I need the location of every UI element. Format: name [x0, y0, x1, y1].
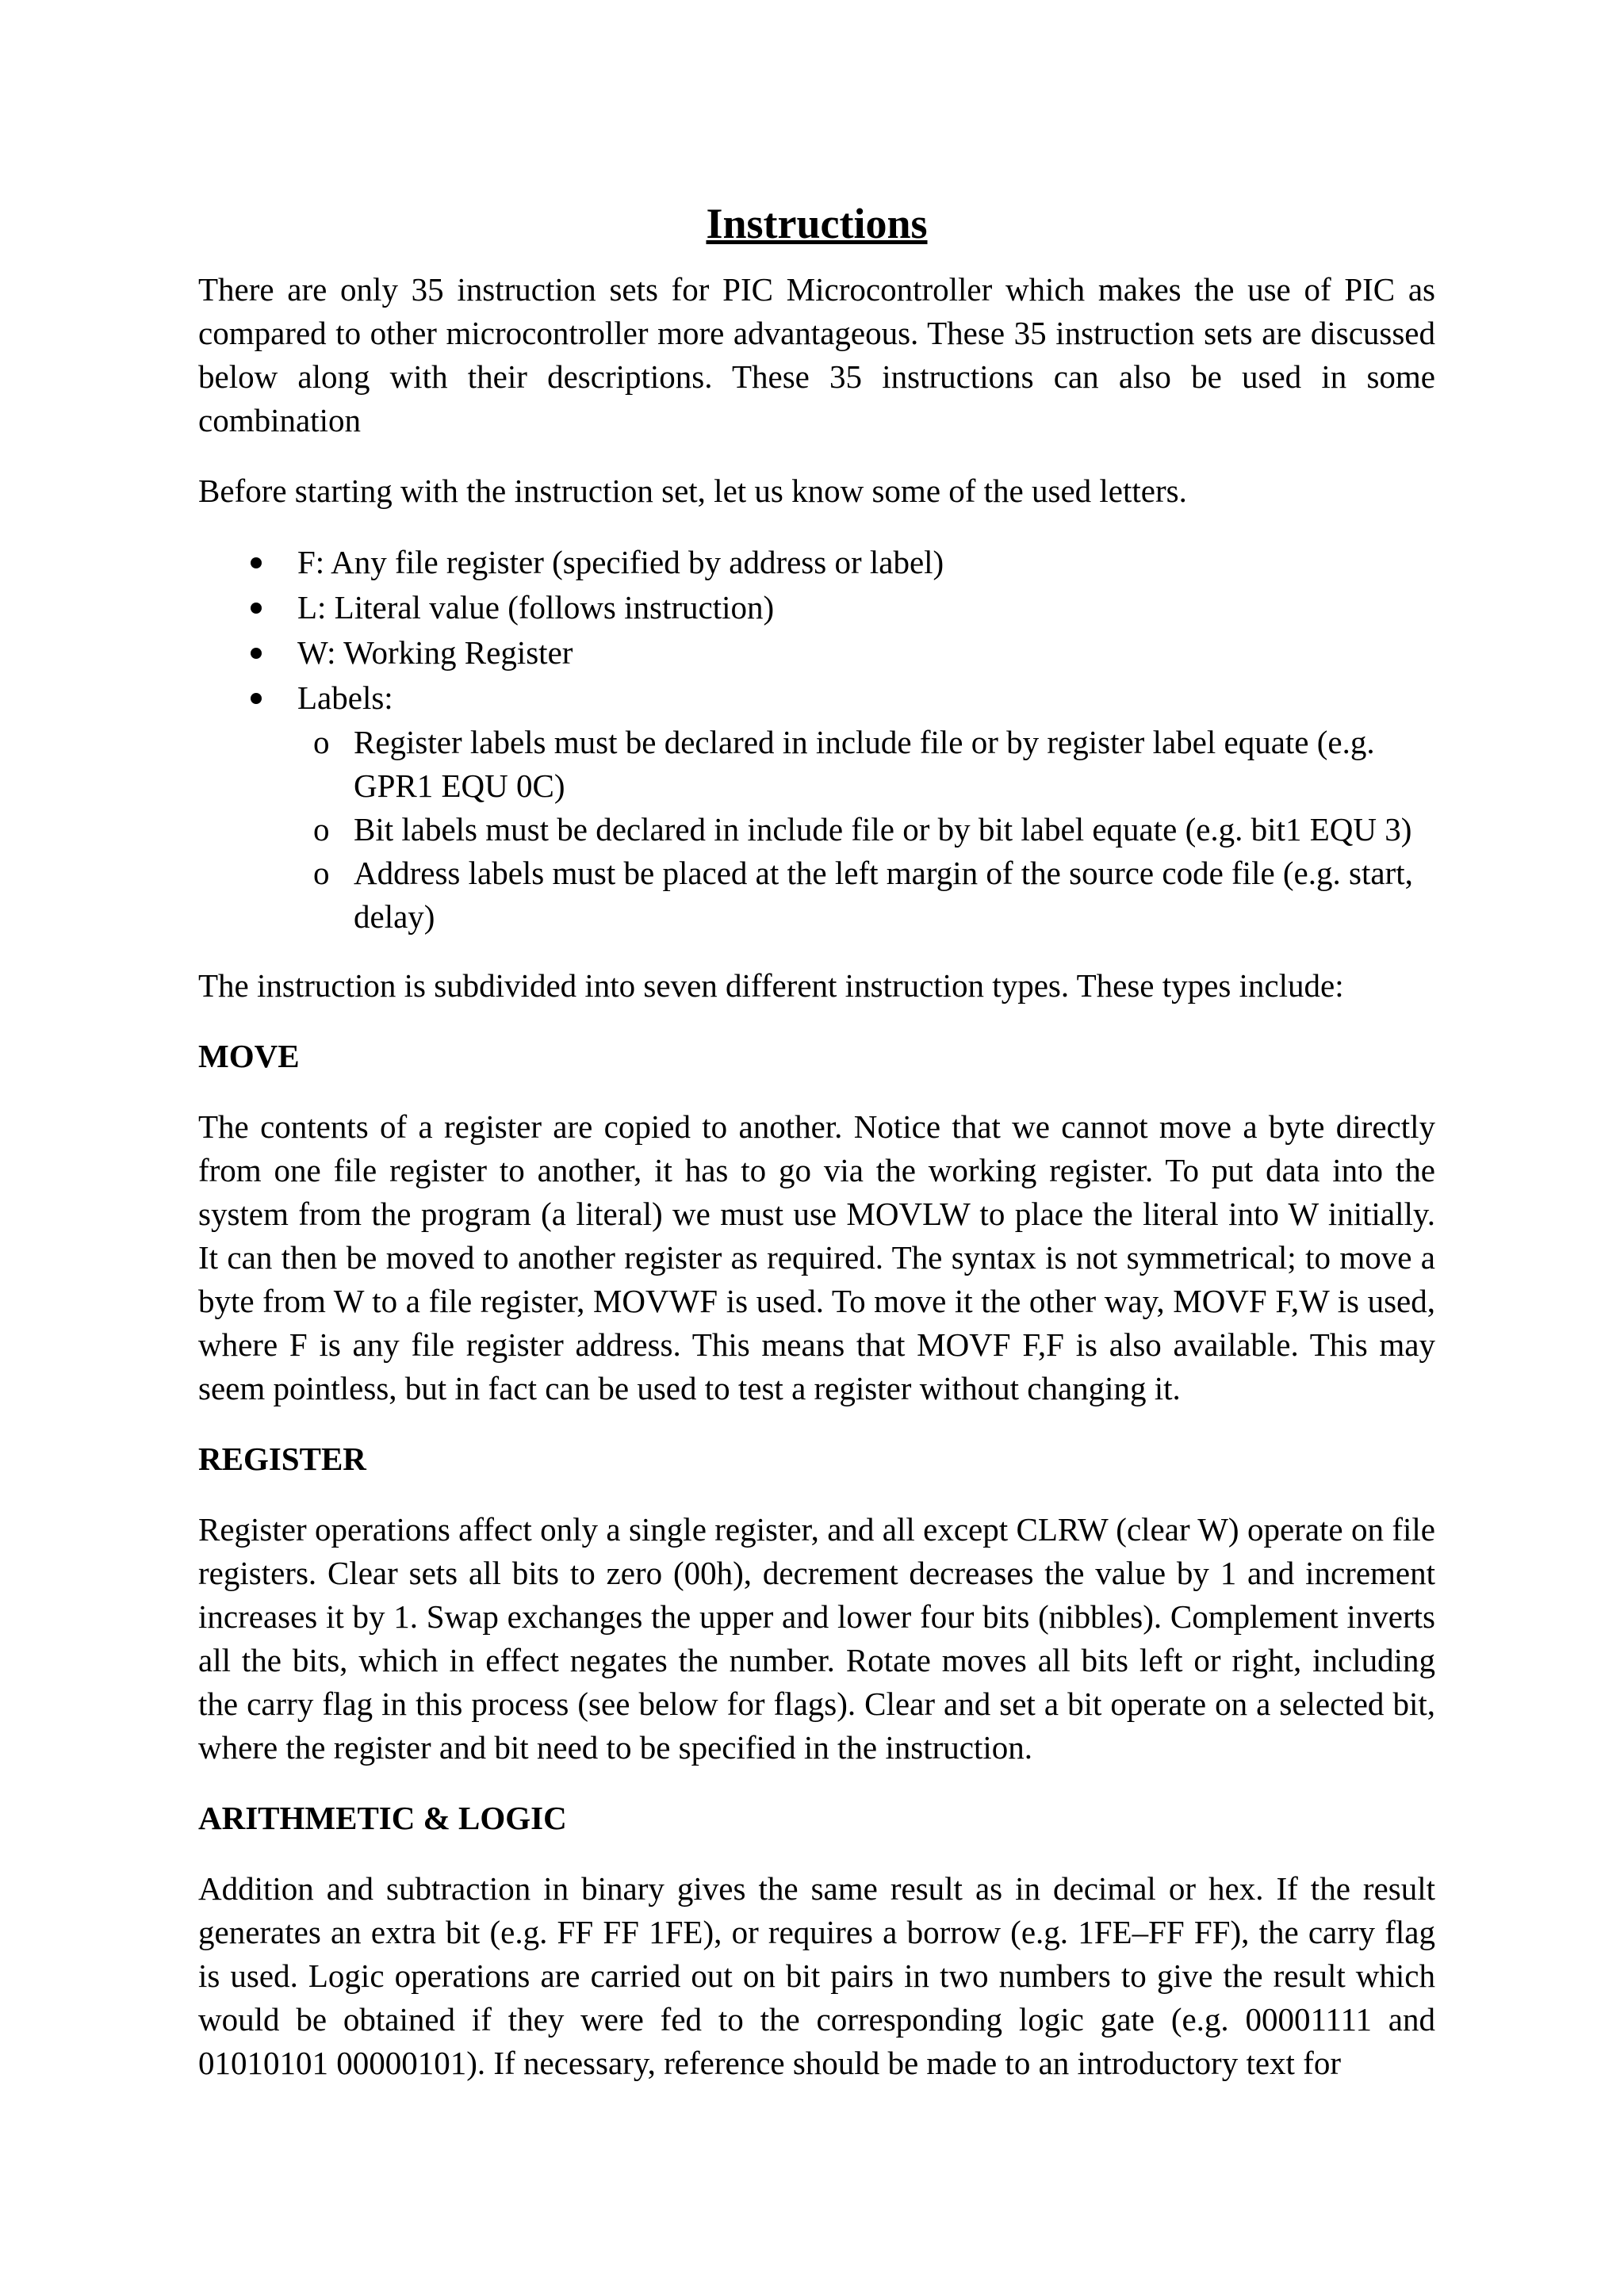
letters-intro-paragraph: Before starting with the instruction set, let us know some of the used letters.: [198, 473, 1187, 509]
sub-list-item-text: Address labels must be placed at the left margin of the source code file (e.g. start, delay): [354, 855, 1413, 935]
circle-bullet-icon: o: [313, 811, 330, 848]
sub-list-item-text: Register labels must be declared in include file or by register label equate (e.g. GPR1 EQU 0C): [354, 724, 1375, 804]
bullet-icon: [251, 603, 262, 614]
list-item: [198, 630, 1435, 675]
circle-bullet-icon: o: [313, 724, 330, 760]
sub-list-item: [297, 851, 1435, 939]
list-item-text: W: Working Register: [297, 634, 573, 671]
section-text-arithmetic-logic: Addition and subtraction in binary gives the same result as in decimal or hex. If the result generates an extra bit (e.g. FF FF 1FE), or requires a borrow (e.g. 1FE–FF FF), the carry flag is used. Logic operations are carried out on bit pairs in two numbers to give the result which would be obtained if they were fed to the corresponding logic gate (e.g. 00001111 and 01010101 00000101). If necessary, reference should be made to an introductory text for: [198, 1870, 1435, 2081]
sub-list-item-text: Bit labels must be declared in include file or by bit label equate (e.g. bit1 EQU 3): [354, 811, 1412, 848]
page-title: Instructions: [706, 200, 928, 247]
section-text-move: The contents of a register are copied to another. Notice that we cannot move a byte directly from one file register to another, it has to go via the working register. To put data into the system from the program (a literal) we must use MOVLW to place the literal into W initially. It can then be moved to another register as required. The syntax is not symmetrical; to move a byte from W to a file register, MOVWF is used. To move it the other way, MOVF F,W is used, where F is any file register address. This means that MOVF F,F is also available. This may seem pointless, but in fact can be used to test a register without changing it.: [198, 1108, 1435, 1406]
bullet-icon: [251, 648, 262, 659]
list-item-text: F: Any file register (specified by address or label): [297, 544, 944, 580]
sub-list-item: [297, 721, 1435, 808]
labels-sub-list: [297, 721, 1435, 939]
instruction-types-paragraph: The instruction is subdivided into seven different instruction types. These types include:: [198, 967, 1344, 1004]
circle-bullet-icon: o: [313, 855, 330, 891]
list-item: [198, 675, 1435, 939]
list-item: [198, 540, 1435, 585]
page-content: [198, 190, 1435, 2085]
section-heading-move: MOVE: [198, 1038, 300, 1074]
list-item: [198, 585, 1435, 630]
section-heading-register: REGISTER: [198, 1441, 366, 1477]
sub-list-item: [297, 808, 1435, 851]
letters-list: [198, 540, 1435, 939]
list-item-text: Labels:: [297, 679, 393, 716]
section-text-register: Register operations affect only a single register, and all except CLRW (clear W) operate on file registers. Clear sets all bits to zero (00h), decrement decreases the value by 1 and increment increases it by 1. Swap exchanges the upper and lower four bits (nibbles). Complement inverts all the bits, which in effect negates the number. Rotate moves all bits left or right, including the carry flag in this process (see below for flags). Clear and set a bit operate on a selected bit, where the register and bit need to be specified in the instruction.: [198, 1511, 1435, 1766]
section-heading-arithmetic-logic: ARITHMETIC & LOGIC: [198, 1800, 567, 1836]
bullet-icon: [251, 557, 262, 568]
list-item-text: L: Literal value (follows instruction): [297, 589, 775, 626]
intro-paragraph: There are only 35 instruction sets for PIC Microcontroller which makes the use of PIC as compared to other microcontroller more advantageous. These 35 instruction sets are discussed below along with their descriptions. These 35 instructions can also be used in some combination: [198, 271, 1435, 438]
bullet-icon: [251, 693, 262, 704]
